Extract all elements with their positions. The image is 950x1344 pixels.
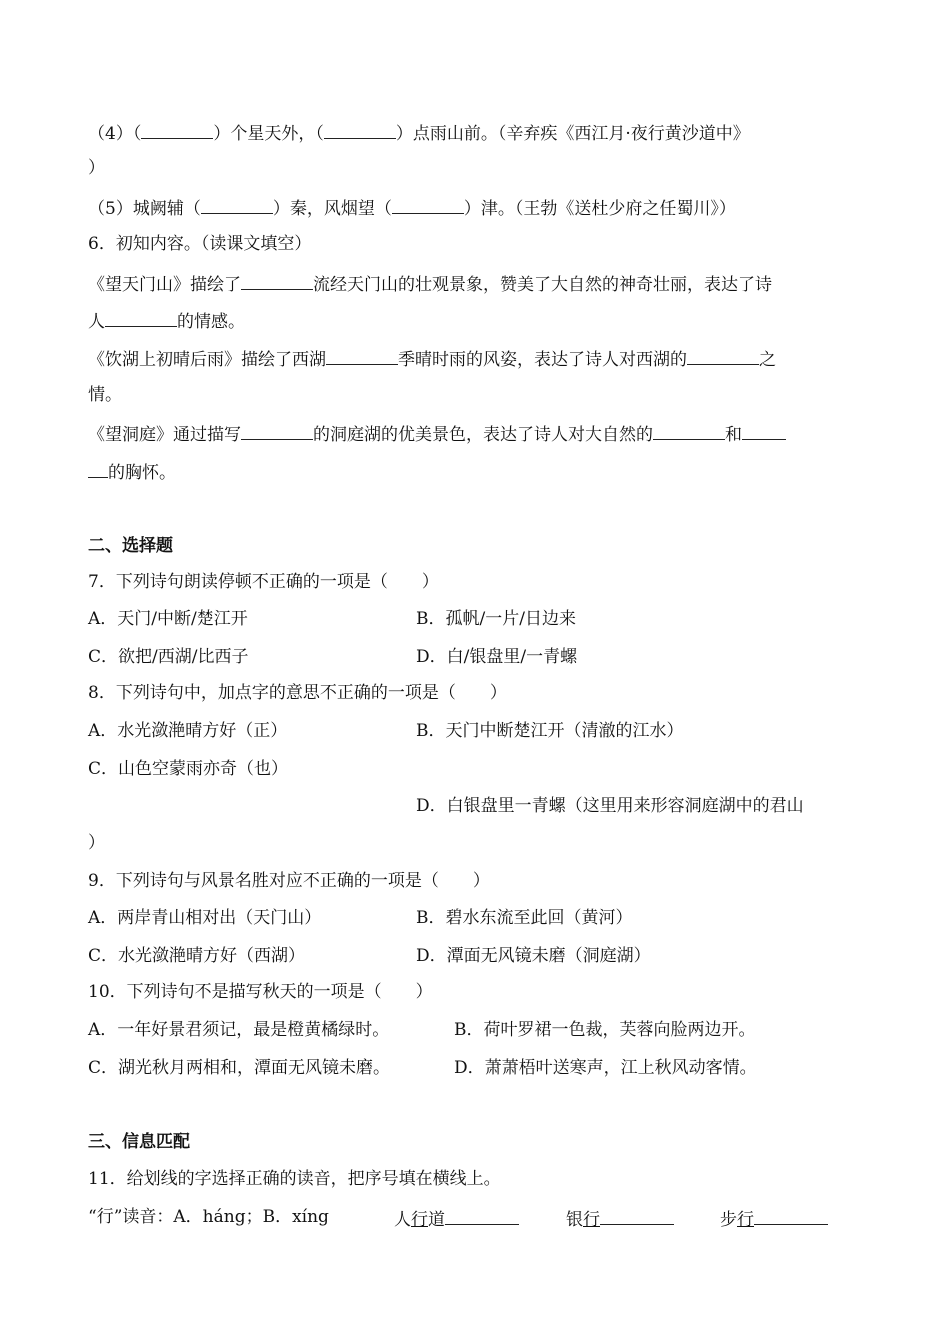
answer-blank[interactable] [653,421,725,440]
answer-blank[interactable] [600,1206,674,1225]
q7-option-d[interactable]: D．白/银盘里/一青螺 [416,647,578,667]
answer-blank[interactable] [324,120,396,139]
q11-prefix: “行”读音：A．háng；B．xíng [88,1207,329,1227]
q8-option-a[interactable]: A．水光潋滟晴方好（正） [88,721,288,741]
q6-line-3b: 的胸怀。 [88,459,176,484]
q8-option-b[interactable]: B．天门中断楚江开（清澈的江水） [416,721,684,741]
q7-option-b[interactable]: B．孤帆/一片/日边来 [416,609,576,629]
q6-line-1: 《望天门山》描绘了 流经天门山的壮观景象，赞美了大自然的神奇壮丽，表达了诗 [88,271,772,296]
q6-line-2: 《饮湖上初晴后雨》描绘了西湖 季晴时雨的风姿，表达了诗人对西湖的 之 [88,346,776,371]
q10-option-a[interactable]: A．一年好景君须记，最是橙黄橘绿时。 [88,1020,390,1040]
q7-option-a[interactable]: A．天门/中断/楚江开 [88,609,248,629]
q7-option-c[interactable]: C．欲把/西湖/比西子 [88,647,249,667]
q11-stem: 11．给划线的字选择正确的读音，把序号填在横线上。 [88,1169,501,1189]
q10-stem: 10．下列诗句不是描写秋天的一项是（ ） [88,982,433,1002]
q8-stem: 8．下列诗句中，加点字的意思不正确的一项是（ ） [88,683,507,703]
answer-blank[interactable] [754,1206,828,1225]
answer-blank[interactable] [88,459,108,478]
answer-blank[interactable] [687,346,759,365]
answer-blank[interactable] [241,421,313,440]
answer-blank[interactable] [742,421,786,440]
answer-blank[interactable] [445,1206,519,1225]
answer-blank[interactable] [326,346,398,365]
q6-line-3: 《望洞庭》通过描写 的洞庭湖的优美景色，表达了诗人对大自然的 和 [88,421,786,446]
q9-option-b[interactable]: B．碧水东流至此回（黄河） [416,908,633,928]
answer-blank[interactable] [105,308,177,327]
q6-line-1b: 人 的情感。 [88,308,245,333]
answer-blank[interactable] [392,195,464,214]
q11-word-1: 人行道 [394,1206,519,1231]
section-title-matching: 三、信息匹配 [88,1132,190,1152]
q9-option-d[interactable]: D．潭面无风镜未磨（洞庭湖） [416,946,651,966]
answer-blank[interactable] [201,195,273,214]
q7-stem: 7．下列诗句朗读停顿不正确的一项是（ ） [88,572,439,592]
answer-blank[interactable] [241,271,313,290]
q10-option-b[interactable]: B．荷叶罗裙一色裁，芙蓉向脸两边开。 [454,1020,756,1040]
q5-item-5: （5）城阙辅（ ）秦，风烟望（ ）津。（王勃《送杜少府之任蜀川》） [88,195,736,220]
q9-stem: 9．下列诗句与风景名胜对应不正确的一项是（ ） [88,871,490,891]
section-title-choice: 二、选择题 [88,536,173,556]
q8-option-d[interactable]: D．白银盘里一青螺（这里用来形容洞庭湖中的君山 [416,796,804,816]
q10-option-c[interactable]: C．湖光秋月两相和，潭面无风镜未磨。 [88,1058,391,1078]
q10-option-d[interactable]: D．萧萧梧叶送寒声，江上秋风动客情。 [454,1058,757,1078]
q6-title: 6．初知内容。（读课文填空） [88,234,312,254]
q9-option-a[interactable]: A．两岸青山相对出（天门山） [88,908,322,928]
q8-option-d-close: ） [88,833,105,853]
q6-line-2b: 情。 [88,385,122,405]
q5-item-4: （4）（ ）个星天外，（ ）点雨山前。（辛弃疾《西江月·夜行黄沙道中》 [88,120,750,145]
q8-option-c[interactable]: C．山色空蒙雨亦奇（也） [88,759,289,779]
q11-word-2: 银行 [566,1206,674,1231]
q5-item-4-close: ） [88,158,105,178]
q11-word-3: 步行 [720,1206,828,1231]
q9-option-c[interactable]: C．水光潋滟晴方好（西湖） [88,946,306,966]
answer-blank[interactable] [141,120,213,139]
